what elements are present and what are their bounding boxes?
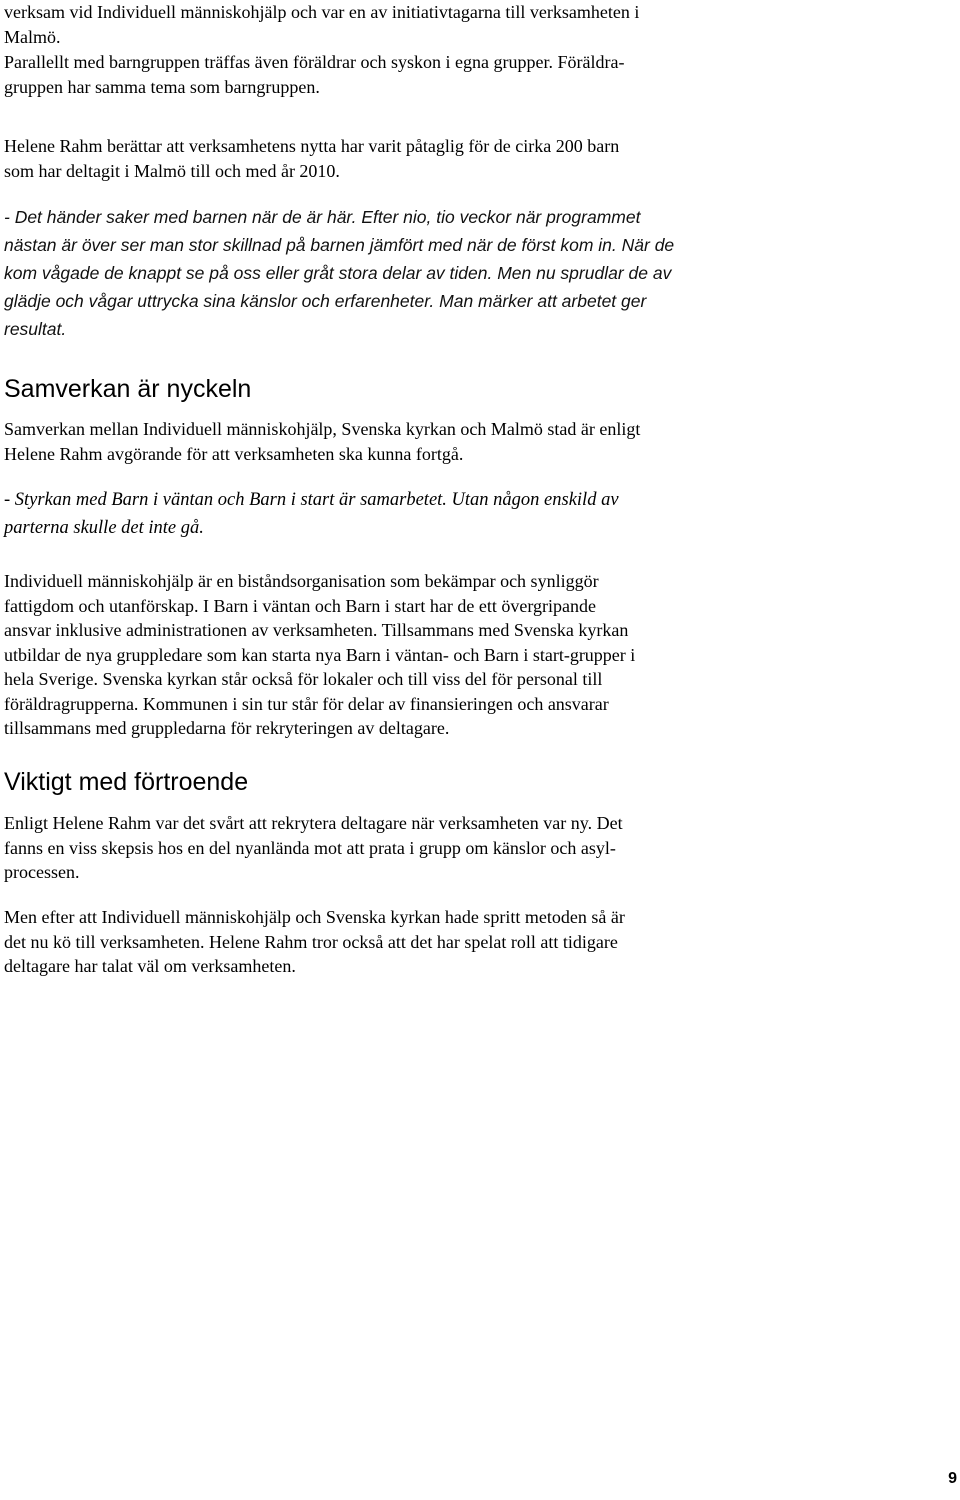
quote-children [4, 203, 674, 343]
text-line: Individuell människohjälp är en biståndsorganisation som bekämpar och synliggör [4, 571, 599, 591]
text-line: Helene Rahm avgörande för att verksamheten ska kunna fortgå. [4, 443, 464, 464]
paragraph-rekrytering [4, 811, 623, 885]
quote-line: - Det händer saker med barnen när de är här. Efter nio, tio veckor när programmet [4, 207, 641, 227]
quote-line: nästan är över ser man stor skillnad på barnen jämfört med när de först kom in. När de [4, 235, 675, 255]
page-number: 9 [948, 1470, 957, 1487]
text-line: föräldragrupperna. Kommunen i sin tur står för delar av finansieringen och ansvarar [4, 693, 609, 714]
quote-line: - Styrkan med Barn i väntan och Barn i start är samarbetet. Utan någon enskild av [4, 490, 619, 510]
text-line: utbildar de nya gruppledare som kan starta nya Barn i väntan- och Barn i start-grupper i [4, 644, 636, 665]
text-line: fanns en viss skepsis hos en del nyanlända mot att prata i grupp om känslor och asyl- [4, 837, 616, 858]
text-line: hela Sverige. Svenska kyrkan står också för lokaler och till viss del för personal till [4, 669, 603, 689]
text-line: Men efter att Individuell människohjälp och Svenska kyrkan hade spritt metoden så är [4, 907, 625, 927]
paragraph-samverkan [4, 417, 640, 466]
text-line: fattigdom och utanförskap. I Barn i väntan och Barn i start har de ett övergripande [4, 595, 596, 616]
heading-fortroende: Viktigt med förtroende [4, 768, 249, 796]
quote-line: parterna skulle det inte gå. [4, 518, 204, 538]
text-line: det nu kö till verksamheten. Helene Rahm tror också att det har spelat roll att tidigare [4, 931, 618, 952]
paragraph-benefit [4, 134, 619, 183]
heading-samverkan: Samverkan är nyckeln [4, 375, 252, 403]
quote-line: kom vågade de knappt se på oss eller gråt stora delar av tiden. Men nu sprudlar de av [4, 263, 672, 283]
quote-styrkan [4, 486, 619, 542]
text-line: Parallellt med barngruppen träffas även föräldrar och syskon i egna grupper. Föräldra- [4, 52, 625, 72]
paragraph-organisation [4, 569, 635, 741]
paragraph-ko [4, 905, 625, 979]
paragraph-parents [4, 50, 624, 99]
text-line: tillsammans med gruppledarna för rekryteringen av deltagare. [4, 718, 450, 738]
text-line: Malmö. [4, 26, 61, 47]
text-line: ansvar inklusive administrationen av verksamheten. Tillsammans med Svenska kyrkan [4, 620, 629, 640]
text-line: Helene Rahm berättar att verksamhetens nytta har varit påtaglig för de cirka 200 barn [4, 136, 620, 156]
quote-line: glädje och vågar uttrycka sina känslor och erfarenheter. Man märker att arbetet ger [4, 291, 647, 311]
text-line: processen. [4, 862, 80, 882]
text-line: verksam vid Individuell människohjälp och var en av initiativtagarna till verksamheten i [4, 2, 640, 22]
text-line: gruppen har samma tema som barngruppen. [4, 76, 320, 97]
text-line: som har deltagit i Malmö till och med år 2010. [4, 160, 340, 181]
text-line: Enligt Helene Rahm var det svårt att rekrytera deltagare när verksamheten var ny. Det [4, 813, 623, 833]
quote-line: resultat. [4, 319, 67, 339]
text-line: Samverkan mellan Individuell människohjälp, Svenska kyrkan och Malmö stad är enligt [4, 419, 641, 439]
text-line: deltagare har talat väl om verksamheten. [4, 956, 296, 976]
paragraph-intro [4, 0, 639, 49]
